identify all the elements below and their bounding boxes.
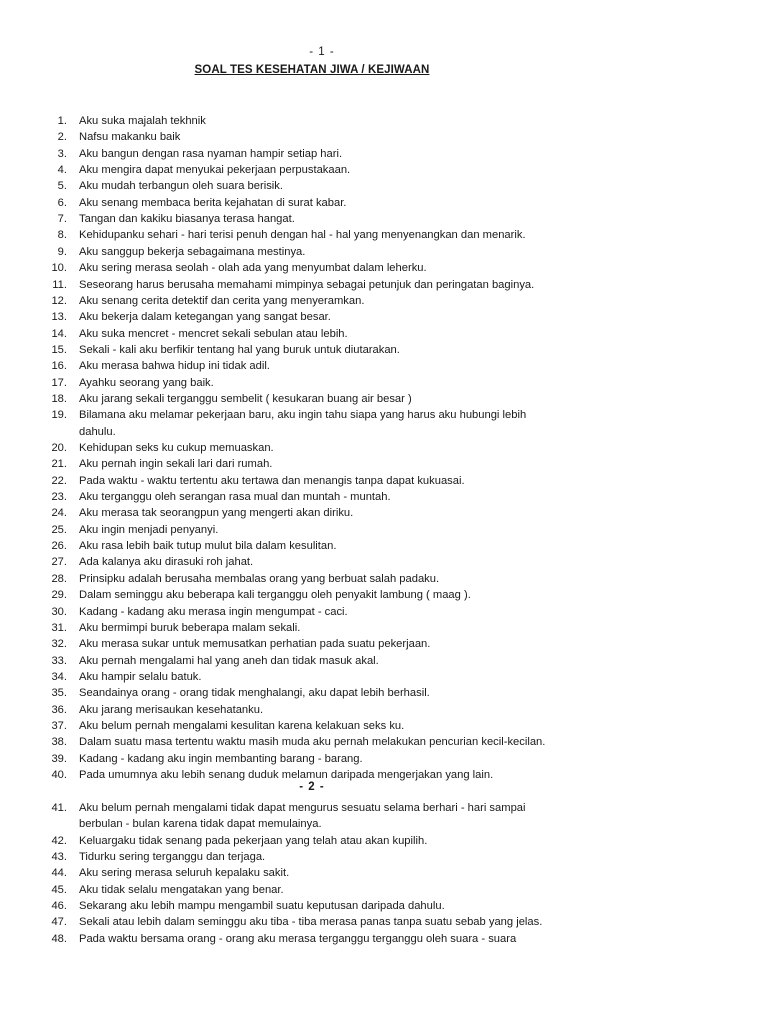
question-text: Aku bermimpi buruk beberapa malam sekali. xyxy=(79,621,301,634)
question-item xyxy=(0,554,700,570)
question-item xyxy=(0,505,700,521)
question-text: Aku tidak selalu mengatakan yang benar. xyxy=(79,883,284,896)
question-text: Aku pernah ingin sekali lari dari rumah. xyxy=(79,458,273,471)
question-number: 36. xyxy=(51,703,67,716)
question-number: 8. xyxy=(57,229,67,242)
question-item xyxy=(0,178,700,194)
question-item xyxy=(0,898,700,914)
question-text: Ayahku seorang yang baik. xyxy=(79,376,214,389)
question-number: 21. xyxy=(51,458,67,471)
question-item xyxy=(0,914,700,930)
question-item xyxy=(0,538,700,554)
question-number: 18. xyxy=(51,392,67,405)
page-number: - 2 - xyxy=(299,781,325,793)
question-number: 24. xyxy=(51,507,67,520)
question-number: 44. xyxy=(51,867,67,880)
question-number: 25. xyxy=(51,523,67,536)
question-number: 1. xyxy=(57,115,67,127)
question-number: 5. xyxy=(57,180,67,193)
question-number: 10. xyxy=(51,262,67,275)
question-text: Aku belum pernah mengalami kesulitan karena kelakuan seks ku. xyxy=(79,719,405,732)
question-item xyxy=(0,865,700,881)
question-item xyxy=(0,146,700,162)
document-title: SOAL TES KESEHATAN JIWA / KEJIWAAN xyxy=(194,64,430,76)
question-item xyxy=(0,456,700,472)
question-text: Aku senang membaca berita kejahatan di surat kabar. xyxy=(79,196,347,209)
question-text: Seandainya orang - orang tidak menghalangi, aku dapat lebih berhasil. xyxy=(79,687,430,700)
question-item xyxy=(0,751,700,767)
question-text: Aku ingin menjadi penyanyi. xyxy=(79,523,219,536)
question-item xyxy=(0,685,700,701)
question-item xyxy=(0,277,700,293)
question-item xyxy=(0,211,700,227)
question-item xyxy=(0,375,700,391)
question-text: Sekali - kali aku berfikir tentang hal yang buruk untuk diutarakan. xyxy=(79,343,400,356)
question-number: 31. xyxy=(51,621,67,634)
question-number: 2. xyxy=(57,131,67,144)
question-text: Aku jarang sekali terganggu sembelit ( kesukaran buang air besar ) xyxy=(79,392,412,405)
question-number: 4. xyxy=(57,164,67,177)
question-number: 6. xyxy=(57,196,67,209)
question-text: Aku bekerja dalam ketegangan yang sangat besar. xyxy=(79,311,331,324)
question-item xyxy=(0,440,700,456)
question-text: berbulan - bulan karena tidak dapat memulainya. xyxy=(79,818,322,831)
question-number: 38. xyxy=(51,736,67,749)
question-item xyxy=(0,260,700,276)
question-text: Aku merasa bahwa hidup ini tidak adil. xyxy=(79,360,270,373)
question-number: 20. xyxy=(51,442,67,454)
question-item xyxy=(0,162,700,178)
question-text: Seseorang harus berusaha memahami mimpinya sebagai petunjuk dan peringatan baginya. xyxy=(79,278,535,291)
question-text: Aku pernah mengalami hal yang aneh dan tidak masuk akal. xyxy=(79,654,379,667)
question-item xyxy=(0,293,700,309)
question-text: Bilamana aku melamar pekerjaan baru, aku ingin tahu siapa yang harus aku hubungi lebih xyxy=(79,409,527,422)
question-number: 30. xyxy=(51,605,67,618)
question-number: 37. xyxy=(51,719,67,732)
question-text: Aku bangun dengan rasa nyaman hampir setiap hari. xyxy=(79,147,343,160)
question-text: Aku terganggu oleh serangan rasa mual dan muntah - muntah. xyxy=(79,491,391,504)
question-item xyxy=(0,800,700,833)
question-item xyxy=(0,489,700,505)
question-number: 41. xyxy=(51,801,67,814)
question-number: 16. xyxy=(51,360,67,373)
page-number: - 1 - xyxy=(309,46,335,58)
question-number: 7. xyxy=(57,213,67,226)
question-number: 17. xyxy=(51,376,67,389)
question-item xyxy=(0,833,700,849)
question-text: Aku merasa sukar untuk memusatkan perhatian pada suatu pekerjaan. xyxy=(79,638,431,651)
question-text: Aku mengira dapat menyukai pekerjaan perpustakaan. xyxy=(79,164,351,177)
question-text: Aku suka mencret - mencret sekali sebulan atau lebih. xyxy=(79,327,348,340)
question-item xyxy=(0,931,700,947)
question-number: 13. xyxy=(51,311,67,324)
question-text: Aku jarang merisaukan kesehatanku. xyxy=(79,703,264,716)
question-number: 3. xyxy=(57,147,67,160)
question-number: 22. xyxy=(51,474,67,487)
question-item xyxy=(0,407,700,440)
question-number: 32. xyxy=(51,638,67,651)
question-text: Pada waktu bersama orang - orang aku merasa terganggu terganggu oleh suara - suara xyxy=(79,932,517,945)
question-text: Aku sering merasa seolah - olah ada yang menyumbat dalam leherku. xyxy=(79,262,427,275)
question-number: 42. xyxy=(51,834,67,847)
question-number: 29. xyxy=(51,589,67,602)
question-text: Aku hampir selalu batuk. xyxy=(79,670,202,683)
question-item xyxy=(0,244,700,260)
question-number: 45. xyxy=(51,883,67,896)
question-text: Pada umumnya aku lebih senang duduk melamun daripada mengerjakan yang lain. xyxy=(79,769,494,781)
question-number: 27. xyxy=(51,556,67,569)
question-number: 14. xyxy=(51,327,67,340)
question-item xyxy=(0,309,700,325)
question-item xyxy=(0,358,700,374)
question-item xyxy=(0,702,700,718)
question-item xyxy=(0,129,700,145)
question-number: 23. xyxy=(51,491,67,504)
question-number: 46. xyxy=(51,899,67,912)
question-text: Kehidupan seks ku cukup memuaskan. xyxy=(79,442,274,454)
question-text: Keluargaku tidak senang pada pekerjaan yang telah atau akan kupilih. xyxy=(79,834,428,847)
question-text: Ada kalanya aku dirasuki roh jahat. xyxy=(79,556,254,569)
question-text: Aku senang cerita detektif dan cerita yang menyeramkan. xyxy=(79,294,365,307)
question-number: 19. xyxy=(51,409,67,422)
question-number: 40. xyxy=(51,769,67,781)
question-number: 43. xyxy=(51,850,67,863)
question-item xyxy=(0,342,700,358)
question-text: Tangan dan kakiku biasanya terasa hangat. xyxy=(79,213,295,226)
question-item xyxy=(0,636,700,652)
question-item xyxy=(0,522,700,538)
question-text: Sekarang aku lebih mampu mengambil suatu keputusan daripada dahulu. xyxy=(79,899,445,912)
question-text: Prinsipku adalah berusaha membalas orang yang berbuat salah padaku. xyxy=(79,572,440,585)
question-text: Dalam suatu masa tertentu waktu masih muda aku pernah melakukan pencurian kecil-kecilan. xyxy=(79,736,546,749)
question-number: 39. xyxy=(51,752,67,765)
question-text: Kadang - kadang aku ingin membanting barang - barang. xyxy=(79,752,363,765)
question-text: Pada waktu - waktu tertentu aku tertawa dan menangis tanpa dapat kukuasai. xyxy=(79,474,465,487)
question-item xyxy=(0,227,700,243)
question-text: Aku mudah terbangun oleh suara berisik. xyxy=(79,180,283,193)
question-item xyxy=(0,113,700,129)
question-item xyxy=(0,604,700,620)
question-item xyxy=(0,669,700,685)
question-text: Tidurku sering terganggu dan terjaga. xyxy=(79,850,266,863)
question-number: 33. xyxy=(51,654,67,667)
question-item xyxy=(0,326,700,342)
question-item xyxy=(0,767,700,783)
question-item xyxy=(0,718,700,734)
question-item xyxy=(0,882,700,898)
question-number: 26. xyxy=(51,540,67,553)
question-text: Aku merasa tak seorangpun yang mengerti akan diriku. xyxy=(79,507,354,520)
question-text: Kehidupanku sehari - hari terisi penuh dengan hal - hal yang menyenangkan dan menarik. xyxy=(79,229,526,242)
question-item xyxy=(0,734,700,750)
question-item xyxy=(0,587,700,603)
question-number: 9. xyxy=(57,245,67,258)
question-item xyxy=(0,571,700,587)
question-number: 28. xyxy=(51,572,67,585)
question-number: 12. xyxy=(51,294,67,307)
question-item xyxy=(0,653,700,669)
question-text: Kadang - kadang aku merasa ingin mengumpat - caci. xyxy=(79,605,348,618)
question-text: Aku sanggup bekerja sebagaimana mestinya. xyxy=(79,245,306,258)
question-text: Nafsu makanku baik xyxy=(79,131,181,144)
question-text: Aku belum pernah mengalami tidak dapat mengurus sesuatu selama berhari - hari sampai xyxy=(79,801,526,814)
question-text: Aku sering merasa seluruh kepalaku sakit. xyxy=(79,867,290,880)
question-number: 48. xyxy=(51,932,67,945)
question-number: 35. xyxy=(51,687,67,700)
question-number: 47. xyxy=(51,916,67,929)
question-text: dahulu. xyxy=(79,425,116,438)
question-text: Aku rasa lebih baik tutup mulut bila dalam kesulitan. xyxy=(79,540,337,553)
question-item xyxy=(0,620,700,636)
question-number: 11. xyxy=(52,278,67,291)
question-item xyxy=(0,391,700,407)
question-number: 34. xyxy=(51,670,67,683)
question-item xyxy=(0,195,700,211)
question-number: 15. xyxy=(51,343,67,356)
question-text: Aku suka majalah tekhnik xyxy=(79,115,206,127)
question-item xyxy=(0,473,700,489)
question-text: Dalam seminggu aku beberapa kali terganggu oleh penyakit lambung ( maag ). xyxy=(79,589,471,602)
question-item xyxy=(0,849,700,865)
question-text: Sekali atau lebih dalam seminggu aku tiba - tiba merasa panas tanpa suatu sebab yang jelas. xyxy=(79,916,543,929)
